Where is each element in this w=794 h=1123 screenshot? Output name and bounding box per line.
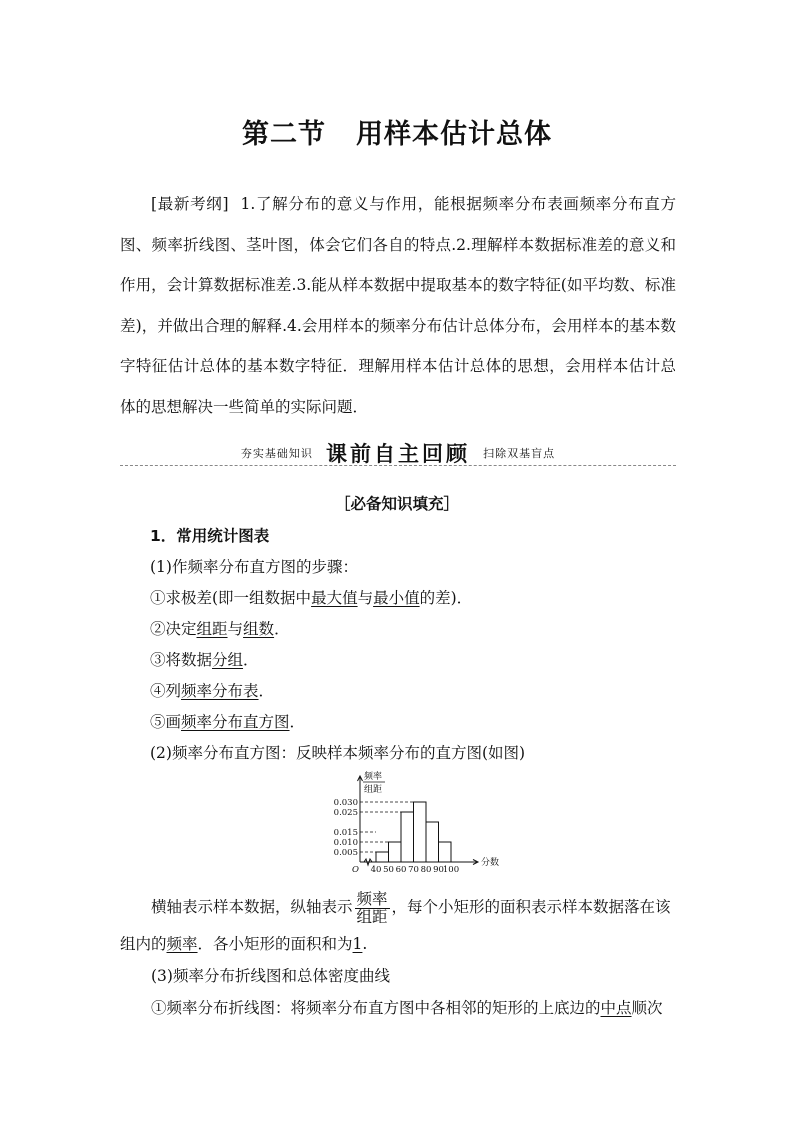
- section-banner: [120, 438, 676, 468]
- explanation-line-4: ①频率分布折线图：将频率分布直方图中各相邻的矩形的上底边的中点顺次: [151, 999, 663, 1017]
- x-tick-label: 80: [420, 865, 432, 875]
- step-1: ①求极差(即一组数据中最大值与最小值的差)．: [150, 589, 473, 607]
- syllabus-tag: [最新考纲]: [151, 195, 229, 213]
- step-3: ③将数据分组．: [150, 651, 259, 669]
- heading-statistics-charts: 1．常用统计图表: [150, 527, 270, 545]
- page-title: [0, 112, 794, 151]
- histogram-svg: [318, 770, 508, 878]
- syllabus-paragraph: [120, 184, 676, 427]
- step-4: ④列频率分布表．: [150, 682, 275, 700]
- blank-min-value: 最小值: [373, 589, 420, 607]
- y-tick-label: 0.025: [333, 808, 358, 818]
- step-5: ⑤画频率分布直方图．: [150, 713, 306, 731]
- blank-midpoint: 中点: [600, 999, 632, 1017]
- histogram-bar: [426, 822, 439, 862]
- y-axis-label-numerator: 频率: [364, 772, 383, 782]
- x-tick-label: 100: [442, 865, 460, 875]
- histogram-intro: (2)频率分布直方图：反映样本频率分布的直方图(如图): [150, 744, 526, 762]
- syllabus-text: 1.了解分布的意义与作用，能根据频率分布表画频率分布直方图、频率折线图、茎叶图，体会它们各自的特点.2.理解样本数据标准差的意义和作用，会计算数据标准差.3.能从样本数据中提取基本的数字特征(如平均数、标准差)，并做出合理的解释.4.会用样本的频率分布估计总体分布，会用样本的基本数字特征估计总体的基本数字特征．理解用样本估计总体的思想，会用样本估计总体的思想解决一些简单的实际问题．: [120, 195, 676, 416]
- x-tick-label: 90: [433, 865, 444, 875]
- subheading-polygon-density: (3)频率分布折线图和总体密度曲线: [151, 967, 390, 985]
- step-intro: (1)作频率分布直方图的步骤：: [150, 558, 358, 576]
- blank-max-value: 最大值: [311, 589, 358, 607]
- y-tick-label: 0.005: [333, 848, 358, 858]
- blank-area-sum: 1: [352, 935, 363, 953]
- banner-right-text: 扫除双基盲点: [483, 447, 556, 460]
- y-tick-label: 0.010: [333, 838, 358, 848]
- y-tick-label: 0.015: [333, 828, 358, 838]
- title-topic: 用样本估计总体: [356, 119, 552, 150]
- syllabus-intro: [120, 184, 676, 427]
- section-heading: ［必备知识填充］: [334, 495, 459, 513]
- histogram-bar: [401, 812, 414, 862]
- frequency-histogram: [318, 770, 508, 878]
- histogram-bar: [389, 842, 402, 862]
- frequency-over-width-fraction: $\frac{\text{频率}}{\text{组距}}$: [356, 889, 388, 926]
- banner-left-text: 夯实基础知识: [240, 447, 313, 460]
- blank-frequency: 频率: [166, 935, 198, 953]
- blank-frequency-histogram: 频率分布直方图: [181, 713, 290, 731]
- blank-grouping: 分组: [212, 651, 244, 669]
- banner-center-text: 课前自主回顾: [326, 442, 470, 466]
- y-tick-label: 0.030: [333, 798, 358, 808]
- x-tick-label: 60: [395, 865, 407, 875]
- histogram-explanation: [120, 886, 676, 1024]
- histogram-bar: [414, 802, 427, 862]
- blank-frequency-table: 频率分布表: [181, 682, 259, 700]
- x-tick-label: 50: [383, 865, 394, 875]
- y-axis-label-denominator: 组距: [364, 785, 383, 795]
- blank-class-count: 组数: [243, 620, 275, 638]
- x-tick-label: 70: [408, 865, 419, 875]
- x-tick-label: 40: [370, 865, 382, 875]
- blank-class-width: 组距: [196, 620, 228, 638]
- title-section-number: 第二节: [242, 119, 326, 150]
- explanation-line-1: 横轴表示样本数据，纵轴表示 $\frac{\text{频率}}{\text{组距}}$ ，每个小矩形的面积表示样本数据落在该: [151, 889, 671, 926]
- histogram-bar: [439, 842, 452, 862]
- histogram-bar: [376, 852, 389, 862]
- knowledge-body: [120, 521, 676, 769]
- step-2: ②决定组距与组数．: [150, 620, 290, 638]
- x-axis-label: 分数: [481, 858, 500, 868]
- origin-label: O: [352, 865, 359, 875]
- explanation-line-2: 组内的频率．各小矩形的面积和为1.: [120, 935, 368, 953]
